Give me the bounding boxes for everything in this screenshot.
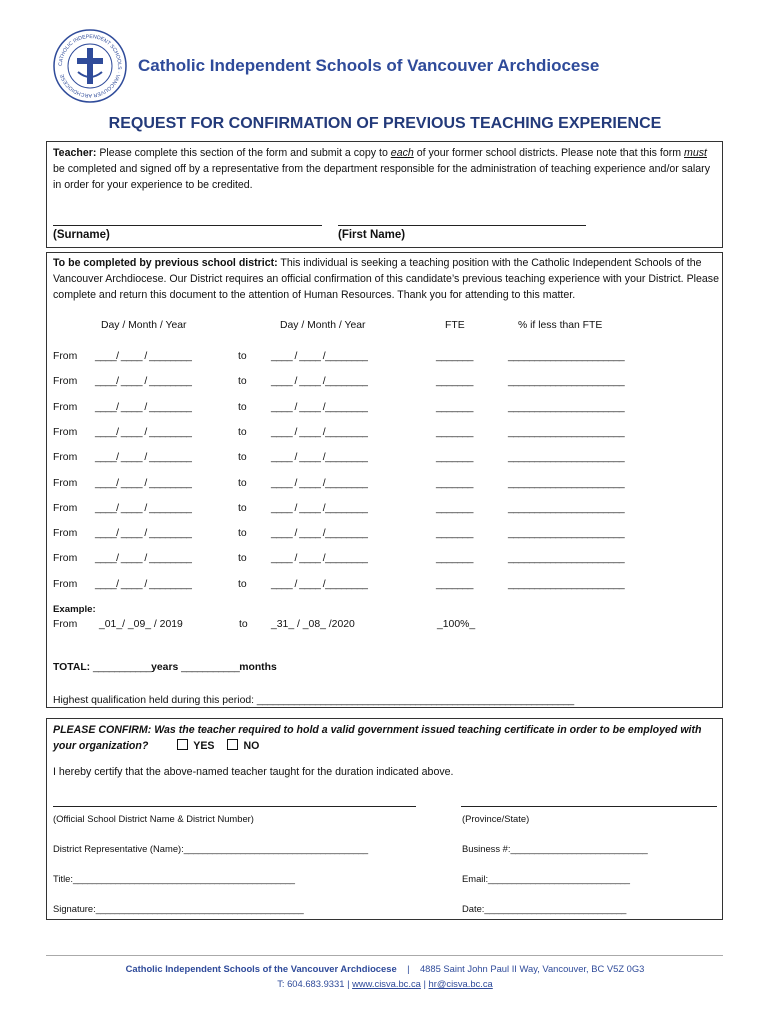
col-fte-header: FTE bbox=[445, 320, 465, 331]
district-lead: To be completed by previous school district: bbox=[53, 257, 278, 269]
col-to-header: Day / Month / Year bbox=[280, 320, 366, 331]
footer-email-link[interactable]: hr@cisva.bc.ca bbox=[428, 978, 493, 989]
yes-checkbox[interactable] bbox=[177, 739, 188, 750]
no-checkbox[interactable] bbox=[227, 739, 238, 750]
from-date-field[interactable]: ____/ ____ / ________ bbox=[95, 452, 192, 463]
surname-field[interactable] bbox=[53, 225, 322, 226]
footer-separator: | bbox=[347, 978, 350, 989]
col-pct-header: % if less than FTE bbox=[518, 320, 603, 331]
to-date-field[interactable]: ____ / ____ /________ bbox=[271, 579, 368, 590]
total-line bbox=[53, 662, 277, 673]
fte-field[interactable]: _______ bbox=[436, 452, 473, 463]
footer-contact bbox=[0, 978, 770, 989]
logo-ring-text: CATHOLIC INDEPENDENT SCHOOLS · VANCOUVER ARCHDIOCESE bbox=[57, 33, 123, 99]
email-label: Email: bbox=[462, 873, 489, 884]
col-from-header: Day / Month / Year bbox=[101, 320, 187, 331]
org-title: Catholic Independent Schools of Vancouver Archdiocese bbox=[138, 56, 600, 75]
fte-field[interactable]: _______ bbox=[436, 528, 473, 539]
fte-field[interactable]: _______ bbox=[436, 376, 473, 387]
example-from: From bbox=[53, 619, 78, 630]
pct-field[interactable]: ______________________ bbox=[508, 452, 625, 463]
row-from-label: From bbox=[53, 579, 78, 590]
total-years-field[interactable]: ___________ bbox=[93, 662, 152, 673]
fte-field[interactable]: _______ bbox=[436, 478, 473, 489]
pct-field[interactable]: ______________________ bbox=[508, 427, 625, 438]
title-line bbox=[53, 873, 295, 884]
teacher-each: each bbox=[390, 147, 414, 159]
row-from-label: From bbox=[53, 478, 78, 489]
to-date-field[interactable]: ____ / ____ /________ bbox=[271, 478, 368, 489]
example-fte: _100%_ bbox=[437, 619, 476, 630]
row-from-label: From bbox=[53, 427, 78, 438]
from-date-field[interactable]: ____/ ____ / ________ bbox=[95, 553, 192, 564]
row-from-label: From bbox=[53, 528, 78, 539]
from-date-field[interactable]: ____/ ____ / ________ bbox=[95, 376, 192, 387]
footer-address bbox=[0, 963, 770, 974]
logo-graphic bbox=[52, 28, 128, 104]
from-date-field[interactable]: ____/ ____ / ________ bbox=[95, 528, 192, 539]
pct-field[interactable]: ______________________ bbox=[508, 402, 625, 413]
teacher-instructions bbox=[53, 145, 719, 193]
signature-label: Signature: bbox=[53, 903, 96, 914]
pct-field[interactable]: ______________________ bbox=[508, 376, 625, 387]
footer-phone: T: 604.683.9331 bbox=[277, 978, 345, 989]
teacher-text-b: of your former school districts. Please note that this form bbox=[413, 147, 685, 159]
signature-field[interactable]: ____________________________________________ bbox=[95, 903, 304, 914]
fte-field[interactable]: _______ bbox=[436, 553, 473, 564]
district-name-label: (Official School District Name & District Number) bbox=[53, 813, 254, 824]
email-line bbox=[462, 873, 629, 884]
district-text: This individual is seeking a teaching position with the Catholic Independent Schools of the Vancouver Archdiocese. Our District requires an official confirmation of this candidate’s previous teaching experience with your District. Please complete and return this document to the attention of Human Resources. Thank you for attending to this matter. bbox=[53, 257, 719, 302]
footer-separator: | bbox=[423, 978, 426, 989]
first-name-label: (First Name) bbox=[338, 229, 406, 241]
from-date-field[interactable]: ____/ ____ / ________ bbox=[95, 579, 192, 590]
first-name-field[interactable] bbox=[338, 225, 586, 226]
pct-field[interactable]: ______________________ bbox=[508, 351, 625, 362]
pct-field[interactable]: ______________________ bbox=[508, 478, 625, 489]
footer-website-link[interactable]: www.cisva.bc.ca bbox=[352, 978, 421, 989]
business-line bbox=[462, 843, 647, 854]
teacher-must: must bbox=[684, 147, 707, 159]
pct-field[interactable]: ______________________ bbox=[508, 503, 625, 514]
footer-divider bbox=[46, 955, 723, 956]
from-date-field[interactable]: ____/ ____ / ________ bbox=[95, 478, 192, 489]
footer-separator: | bbox=[407, 963, 410, 974]
footer-org: Catholic Independent Schools of the Vancouver Archdiocese bbox=[125, 963, 397, 974]
row-to-label: to bbox=[238, 553, 247, 564]
from-date-field[interactable]: ____/ ____ / ________ bbox=[95, 402, 192, 413]
signature-line bbox=[53, 903, 303, 914]
document-title: REQUEST FOR CONFIRMATION OF PREVIOUS TEACHING EXPERIENCE bbox=[108, 115, 662, 132]
from-date-field[interactable]: ____/ ____ / ________ bbox=[95, 503, 192, 514]
teacher-text-c: be completed and signed off by a representative from the department responsible for the administration of teaching experience and/or salary in order for your experience to be credited. bbox=[53, 163, 711, 192]
fte-field[interactable]: _______ bbox=[436, 351, 473, 362]
rep-name-field[interactable]: _______________________________________ bbox=[183, 843, 368, 854]
to-date-field[interactable]: ____ / ____ /________ bbox=[271, 528, 368, 539]
to-date-field[interactable]: ____ / ____ /________ bbox=[271, 351, 368, 362]
example-to: to bbox=[239, 619, 248, 630]
rep-name-line bbox=[53, 843, 368, 854]
cisva-logo bbox=[52, 28, 128, 104]
qualification-field[interactable]: ____________________________________________________________ bbox=[256, 695, 574, 706]
qualification-label: Highest qualification held during this period: bbox=[53, 695, 255, 706]
to-date-field[interactable]: ____ / ____ /________ bbox=[271, 553, 368, 564]
teacher-text-a: Please complete this section of the form and submit a copy to bbox=[96, 147, 391, 159]
confirm-question-text: PLEASE CONFIRM: Was the teacher required to hold a valid government issued teaching certificate in order to be employed with your organization? bbox=[53, 724, 702, 753]
row-to-label: to bbox=[238, 528, 247, 539]
example-label: Example: bbox=[53, 604, 96, 615]
example-end-date: _31_ / _08_ /2020 bbox=[271, 619, 355, 630]
to-date-field[interactable]: ____ / ____ /________ bbox=[271, 503, 368, 514]
row-to-label: to bbox=[238, 478, 247, 489]
certify-statement: I hereby certify that the above-named teacher taught for the duration indicated above. bbox=[53, 766, 454, 778]
surname-label: (Surname) bbox=[53, 229, 110, 241]
row-to-label: to bbox=[238, 427, 247, 438]
title-field[interactable]: _______________________________________________ bbox=[72, 873, 295, 884]
to-date-field[interactable]: ____ / ____ /________ bbox=[271, 427, 368, 438]
yes-label: YES bbox=[193, 740, 215, 753]
row-to-label: to bbox=[238, 402, 247, 413]
fte-field[interactable]: _______ bbox=[436, 402, 473, 413]
row-from-label: From bbox=[53, 452, 78, 463]
fte-field[interactable]: _______ bbox=[436, 503, 473, 514]
no-label: NO bbox=[243, 740, 260, 753]
district-instructions bbox=[53, 255, 719, 303]
row-to-label: to bbox=[238, 503, 247, 514]
district-name-field[interactable] bbox=[53, 806, 416, 807]
row-to-label: to bbox=[238, 376, 247, 387]
total-months-field[interactable]: ___________ bbox=[181, 662, 240, 673]
date-line bbox=[462, 903, 626, 914]
rep-name-label: District Representative (Name): bbox=[53, 843, 184, 854]
province-field[interactable] bbox=[461, 806, 717, 807]
pct-field[interactable]: ______________________ bbox=[508, 528, 625, 539]
row-from-label: From bbox=[53, 376, 78, 387]
row-from-label: From bbox=[53, 351, 78, 362]
row-from-label: From bbox=[53, 503, 78, 514]
row-from-label: From bbox=[53, 402, 78, 413]
business-label: Business #: bbox=[462, 843, 511, 854]
total-label: TOTAL: bbox=[53, 662, 91, 673]
total-months-label: months bbox=[239, 662, 277, 673]
title-label: Title: bbox=[53, 873, 73, 884]
confirm-question bbox=[53, 722, 719, 754]
row-to-label: to bbox=[238, 579, 247, 590]
business-field[interactable]: _____________________________ bbox=[510, 843, 648, 854]
row-from-label: From bbox=[53, 553, 78, 564]
teacher-lead: Teacher: bbox=[53, 147, 97, 159]
date-field[interactable]: ______________________________ bbox=[484, 903, 626, 914]
example-start-date: _01_/ _09_ / 2019 bbox=[99, 619, 183, 630]
fte-field[interactable]: _______ bbox=[436, 427, 473, 438]
to-date-field[interactable]: ____ / ____ /________ bbox=[271, 452, 368, 463]
date-label: Date: bbox=[462, 903, 485, 914]
footer-street: 4885 Saint John Paul II Way, Vancouver, BC V5Z 0G3 bbox=[419, 963, 645, 974]
to-date-field[interactable]: ____ / ____ /________ bbox=[271, 376, 368, 387]
row-to-label: to bbox=[238, 351, 247, 362]
row-to-label: to bbox=[238, 452, 247, 463]
to-date-field[interactable]: ____ / ____ /________ bbox=[271, 402, 368, 413]
pct-field[interactable]: ______________________ bbox=[508, 553, 625, 564]
email-field[interactable]: ______________________________ bbox=[488, 873, 630, 884]
pct-field[interactable]: ______________________ bbox=[508, 579, 625, 590]
from-date-field[interactable]: ____/ ____ / ________ bbox=[95, 351, 192, 362]
qualification-line bbox=[53, 695, 574, 706]
total-years-label: years bbox=[151, 662, 179, 673]
fte-field[interactable]: _______ bbox=[436, 579, 473, 590]
province-label: (Province/State) bbox=[462, 813, 530, 824]
from-date-field[interactable]: ____/ ____ / ________ bbox=[95, 427, 192, 438]
